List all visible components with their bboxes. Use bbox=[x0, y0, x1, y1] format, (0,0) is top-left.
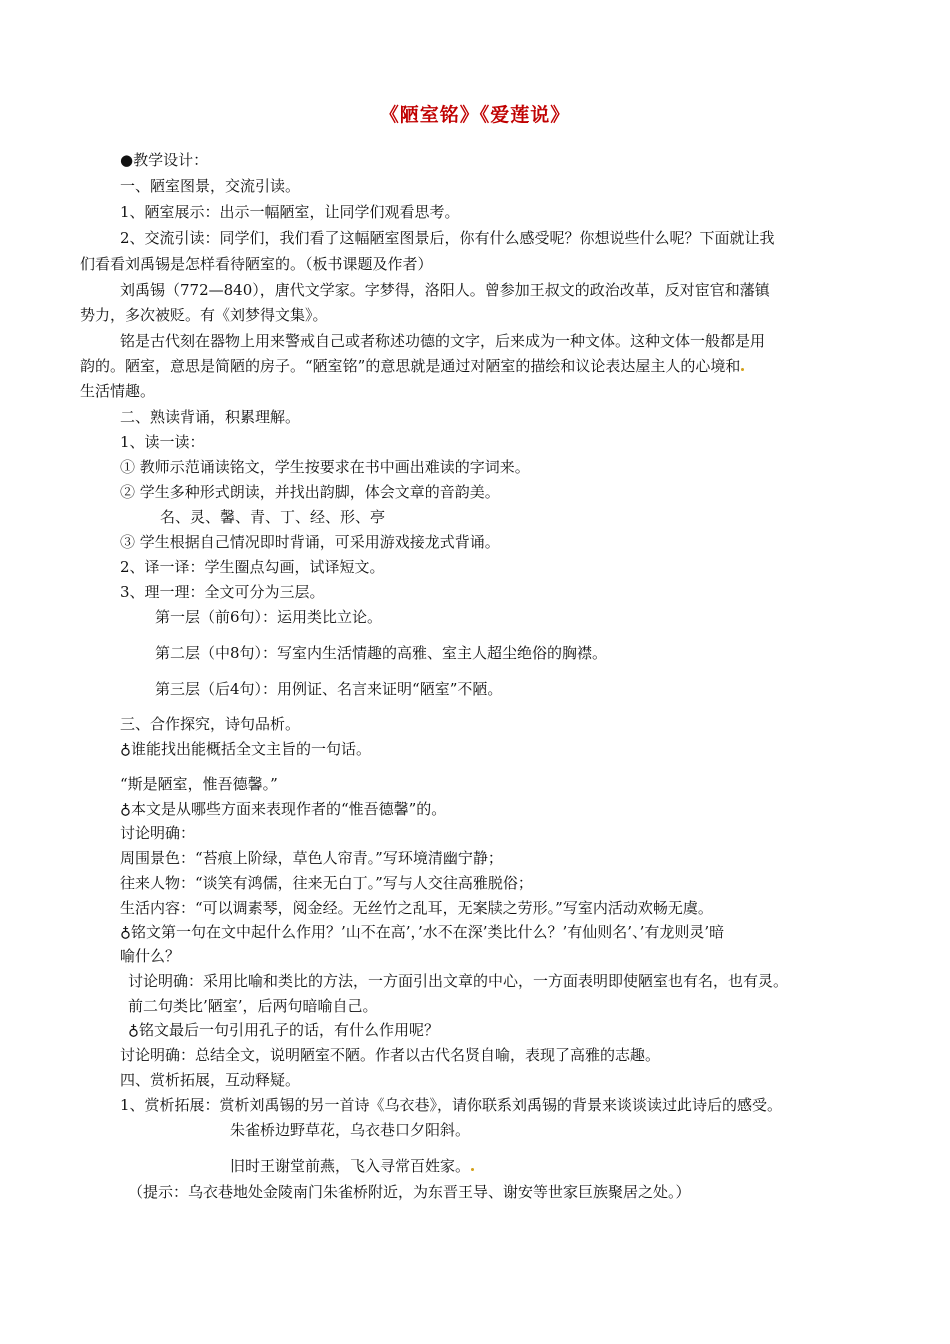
poem-line: 朱雀桥边野草花，乌衣巷口夕阳斜。 bbox=[230, 1121, 471, 1139]
paragraph-line: 铭是古代刻在器物上用来警戒自己或者称述功德的文字，后来成为一种文体。这种文体一般都是用 bbox=[120, 332, 766, 350]
paragraph-line: 往来人物：“谈笑有鸿儒，往来无白丁。”写与人交往高雅脱俗； bbox=[120, 874, 533, 892]
mark-dot bbox=[471, 1168, 474, 1171]
section-heading: 三、合作探究，诗句品析。 bbox=[120, 715, 301, 733]
mark-dot bbox=[741, 368, 744, 371]
poem-line: 旧时王谢堂前燕，飞入寻常百姓家。 bbox=[230, 1156, 474, 1176]
paragraph-line: 前二句类比’陋室’，后两句暗喻自己。 bbox=[128, 997, 378, 1015]
paragraph-line: 们看看刘禹锡是怎样看待陋室的。（板书课题及作者） bbox=[80, 255, 433, 273]
list-item: ② 学生多种形式朗读，并找出韵脚，体会文章的音韵美。 bbox=[120, 483, 500, 501]
question-line: ♁铭文第一句在文中起什么作用？’山不在高’，’水不在深’类比什么？’有仙则名’、’有龙则灵’暗 bbox=[120, 923, 725, 941]
paragraph-line: 3、理一理：全文可分为三层。 bbox=[120, 583, 325, 601]
quote-line: “斯是陋室，惟吾德馨。” bbox=[120, 775, 278, 793]
paragraph-line: 讨论明确：采用比喻和类比的方法，一方面引出文章的中心，一方面表明即使陋室也有名，也有灵。 bbox=[128, 972, 789, 990]
section-heading: 一、陋室图景，交流引读。 bbox=[120, 177, 301, 195]
section-heading: 四、赏析拓展，互动释疑。 bbox=[120, 1071, 301, 1089]
layer-item: 第二层（中8句）：写室内生活情趣的高雅、室主人超尘绝俗的胸襟。 bbox=[155, 644, 608, 662]
list-item: ③ 学生根据自己情况即时背诵，可采用游戏接龙式背诵。 bbox=[120, 533, 500, 551]
paragraph-line: 讨论明确： bbox=[120, 824, 196, 842]
question-line: ♁本文是从哪些方面来表现作者的“惟吾德馨”的。 bbox=[120, 800, 447, 818]
paragraph-line: 2、交流引读：同学们，我们看了这幅陋室图景后，你有什么感受呢？你想说些什么呢？下面就让我 bbox=[120, 229, 775, 247]
paragraph-line: 1、陋室展示：出示一幅陋室，让同学们观看思考。 bbox=[120, 203, 460, 221]
paragraph-line: 1、读一读： bbox=[120, 433, 205, 451]
section-heading: 二、熟读背诵，积累理解。 bbox=[120, 408, 301, 426]
question-line: ♁谁能找出能概括全文主旨的一句话。 bbox=[120, 740, 371, 758]
question-line: 喻什么？ bbox=[120, 947, 181, 965]
paragraph-line: 韵的。陋室，意思是简陋的房子。“陋室铭”的意思就是通过对陋室的描绘和议论表达屋主人的心境和 bbox=[80, 356, 744, 376]
layer-item: 第一层（前6句）：运用类比立论。 bbox=[155, 608, 383, 626]
rhyme-words: 名、灵、馨、青、丁、经、形、亭 bbox=[160, 508, 386, 526]
paragraph-line: 生活内容：“可以调素琴，阅金经。无丝竹之乱耳，无案牍之劳形。”写室内活动欢畅无虞。 bbox=[120, 899, 713, 917]
document-title: 《陋室铭》《爱莲说》 bbox=[379, 104, 571, 126]
paragraph-line: 周围景色：“苔痕上阶绿，草色人帘青。”写环境清幽宁静； bbox=[120, 849, 503, 867]
paragraph-line: 2、译一译：学生圈点勾画，试译短文。 bbox=[120, 558, 385, 576]
note-line: （提示：乌衣巷地处金陵南门朱雀桥附近，为东晋王导、谢安等世家巨族聚居之处。） bbox=[128, 1183, 691, 1201]
list-item: ① 教师示范诵读铭文，学生按要求在书中画出难读的字词来。 bbox=[120, 458, 530, 476]
layer-item: 第三层（后4句）：用例证、名言来证明“陋室”不陋。 bbox=[155, 680, 503, 698]
paragraph-line: 刘禹锡（772—840），唐代文学家。字梦得，洛阳人。曾参加王叔文的政治改革，反对宦官和藩镇 bbox=[120, 281, 770, 299]
question-line: ♁铭文最后一句引用孔子的话，有什么作用呢？ bbox=[128, 1021, 439, 1039]
section-heading: ●教学设计： bbox=[120, 151, 209, 169]
paragraph-line: 生活情趣。 bbox=[80, 382, 156, 400]
paragraph-line: 讨论明确：总结全文，说明陋室不陋。作者以古代名贤自喻，表现了高雅的志趣。 bbox=[120, 1046, 661, 1064]
paragraph-line: 1、赏析拓展：赏析刘禹锡的另一首诗《乌衣巷》，请你联系刘禹锡的背景来谈谈读过此诗后的感受。 bbox=[120, 1096, 783, 1114]
paragraph-line: 势力，多次被贬。有《刘梦得文集》。 bbox=[80, 306, 328, 324]
